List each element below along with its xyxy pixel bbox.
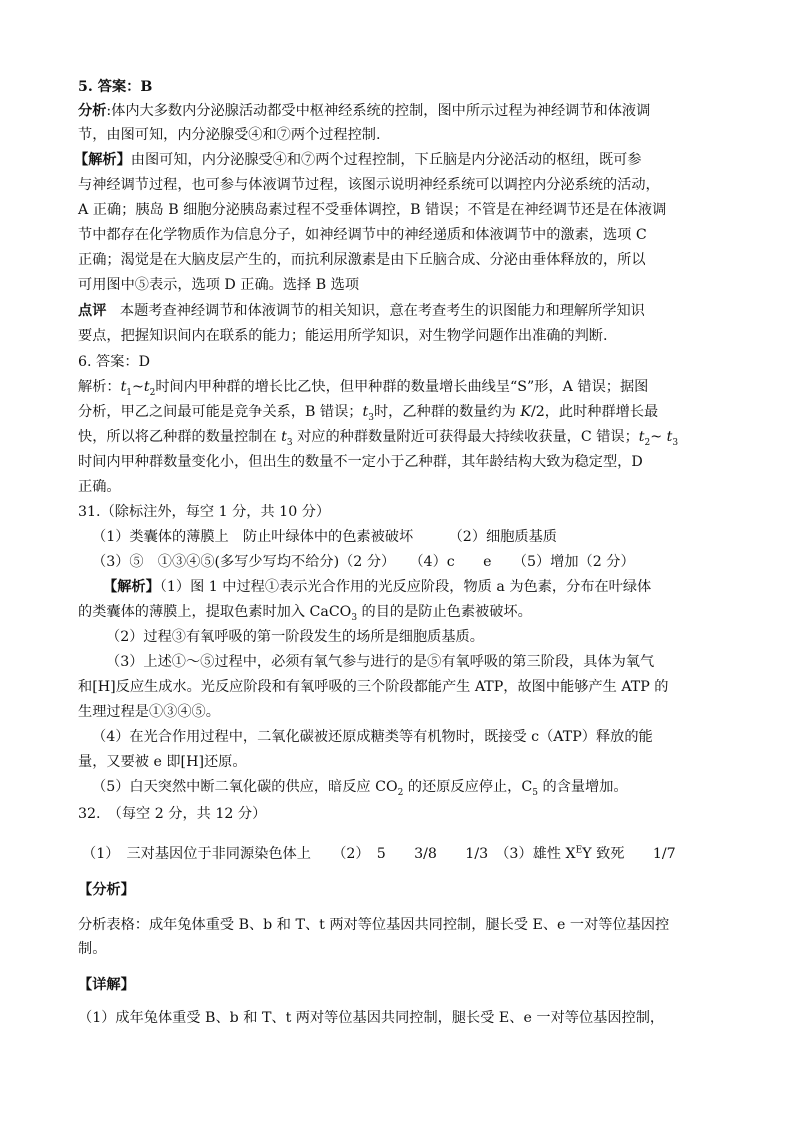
q5-analysis-line-2: 节，由图可知，内分泌腺受④和⑦两个过程控制. bbox=[78, 127, 381, 143]
q6-line-4: 时间内甲种群数量变化小，但出生的数量不一定小于乙种群，其年龄结构大致为稳定型，D bbox=[78, 454, 643, 470]
q5-dianping-label: 点评 bbox=[78, 303, 107, 319]
q31-jiexi-label: 【解析】 bbox=[103, 579, 160, 595]
q32-fenxi-label: 【分析】 bbox=[78, 882, 135, 898]
q31-header: 31.（除标注外，每空 1 分，共 10 分） bbox=[78, 504, 331, 520]
q5-analysis-label: 分析 bbox=[78, 103, 107, 119]
q32-header: 32. （每空 2 分，共 12 分） bbox=[78, 806, 267, 822]
q6-line-1: 解析：$t_1\sim t_2$时间内甲种群的增长比乙快，但甲种群的数量增长曲线呈“S”形，A 错误；据图 bbox=[78, 379, 649, 398]
q5-answer: 5. 答案：B bbox=[78, 79, 153, 95]
q5-jiexi-line-5: 正确；渴觉是在大脑皮层产生的，而抗利尿激素是由下丘脑合成、分泌由垂体释放的，所以 bbox=[78, 252, 646, 268]
q31-jiexi-line-2: 的类囊体的薄膜上，提取色素时加入 CaCO$_3$ 的目的是防止色素被破坏。 bbox=[78, 604, 532, 623]
q31-jiexi-line-1: 【解析】（1）图 1 中过程①表示光合作用的光反应阶段，物质 a 为色素，分布在叶绿体 bbox=[103, 579, 652, 595]
q31-answer-line-1: （1）类囊体的薄膜上 防止叶绿体中的色素被破坏 （2）细胞质基质 bbox=[92, 529, 557, 545]
q5-jiexi-line-1: 【解析】由图可知，内分泌腺受④和⑦两个过程控制，下丘脑是内分泌活动的枢纽，既可参 bbox=[74, 152, 642, 168]
q31-jiexi-line-7: （4）在光合作用过程中，二氧化碳被还原成糖类等有机物时，既接受 c（ATP）释放的能 bbox=[92, 729, 653, 745]
q31-jiexi-line-9: （5）白天突然中断二氧化碳的供应，暗反应 $CO_2$ 的还原反应停止，$C_5$ 的含量增加。 bbox=[92, 779, 628, 798]
q32-xiangjie-label: 【详解】 bbox=[78, 977, 135, 993]
q32-fenxi-line-1: 分析表格：成年兔体重受 B、b 和 T、t 两对等位基因共同控制，腿长受 E、e 一对等位基因控 bbox=[78, 917, 670, 933]
q31-jiexi-line-5: 和[H]反应生成水。光反应阶段和有氧呼吸的三个阶段都能产生 ATP，故图中能够产生 ATP 的 bbox=[78, 679, 669, 695]
q5-jiexi-line-6: 可用图中⑤表示，选项 D 正确。选择 B 选项 bbox=[78, 277, 360, 293]
q6-line-2: 分析，甲乙之间最可能是竞争关系，B 错误；$t_3$时，乙种群的数量约为 K/2，此时种群增长最 bbox=[78, 404, 659, 423]
q6-line-3: 快，所以将乙种群的数量控制在 $t_3$ 对应的种群数量附近可获得最大持续收获量，C 错误；$t_2\sim$ $t_3$ bbox=[78, 429, 679, 448]
q5-jiexi-line-4: 节中都存在化学物质作为信息分子，如神经调节中的神经递质和体液调节中的激素，选项 C bbox=[78, 227, 647, 243]
q31-jiexi-line-8: 量，又要被 e 即[H]还原。 bbox=[78, 754, 247, 770]
q5-jiexi-label: 【解析】 bbox=[74, 152, 131, 168]
q5-dianping-line-1: 点评 本题考查神经调节和体液调节的相关知识，意在考查考生的识图能力和理解所学知识 bbox=[78, 303, 645, 319]
q6-answer: 6. 答案：D bbox=[78, 354, 150, 370]
q32-fenxi-line-2: 制。 bbox=[78, 941, 107, 957]
q5-analysis-line-1: 分析:体内大多数内分泌腺活动都受中枢神经系统的控制，图中所示过程为神经调节和体液调 bbox=[78, 103, 651, 119]
q32-answers: （1） 三对基因位于非同源染色体上 （2） 5 3/8 1/3 （3）雄性 $X^EY$ 致死 1/7 bbox=[82, 845, 676, 862]
q31-jiexi-line-4: （3）上述①～⑤过程中，必须有氧气参与进行的是⑤有氧呼吸的第三阶段，具体为氧气 bbox=[106, 654, 655, 670]
q5-jiexi-line-2: 与神经调节过程，也可参与体液调节过程，该图示说明神经系统可以调控内分泌系统的活动， bbox=[78, 177, 660, 193]
q5-jiexi-line-3: A 正确；胰岛 B 细胞分泌胰岛素过程不受垂体调控，B 错误；不管是在神经调节还是在体液调 bbox=[78, 202, 667, 218]
q31-jiexi-line-3: （2）过程③有氧呼吸的第一阶段发生的场所是细胞质基质。 bbox=[106, 629, 484, 645]
q31-jiexi-line-6: 生理过程是①③④⑤。 bbox=[78, 704, 220, 720]
q6-line-5: 正确。 bbox=[78, 479, 121, 495]
q5-dianping-line-2: 要点，把握知识间内在联系的能力；能运用所学知识，对生物学问题作出准确的判断. bbox=[78, 328, 608, 344]
q31-answer-line-2: （3）⑤ ①③④⑤(多写少写均不给分)（2 分） （4）c e （5）增加（2 分） bbox=[92, 554, 635, 570]
q32-xiangjie-line-1: （1）成年兔体重受 B、b 和 T、t 两对等位基因共同控制，腿长受 E、e 一对等位基因控制， bbox=[78, 1010, 665, 1026]
